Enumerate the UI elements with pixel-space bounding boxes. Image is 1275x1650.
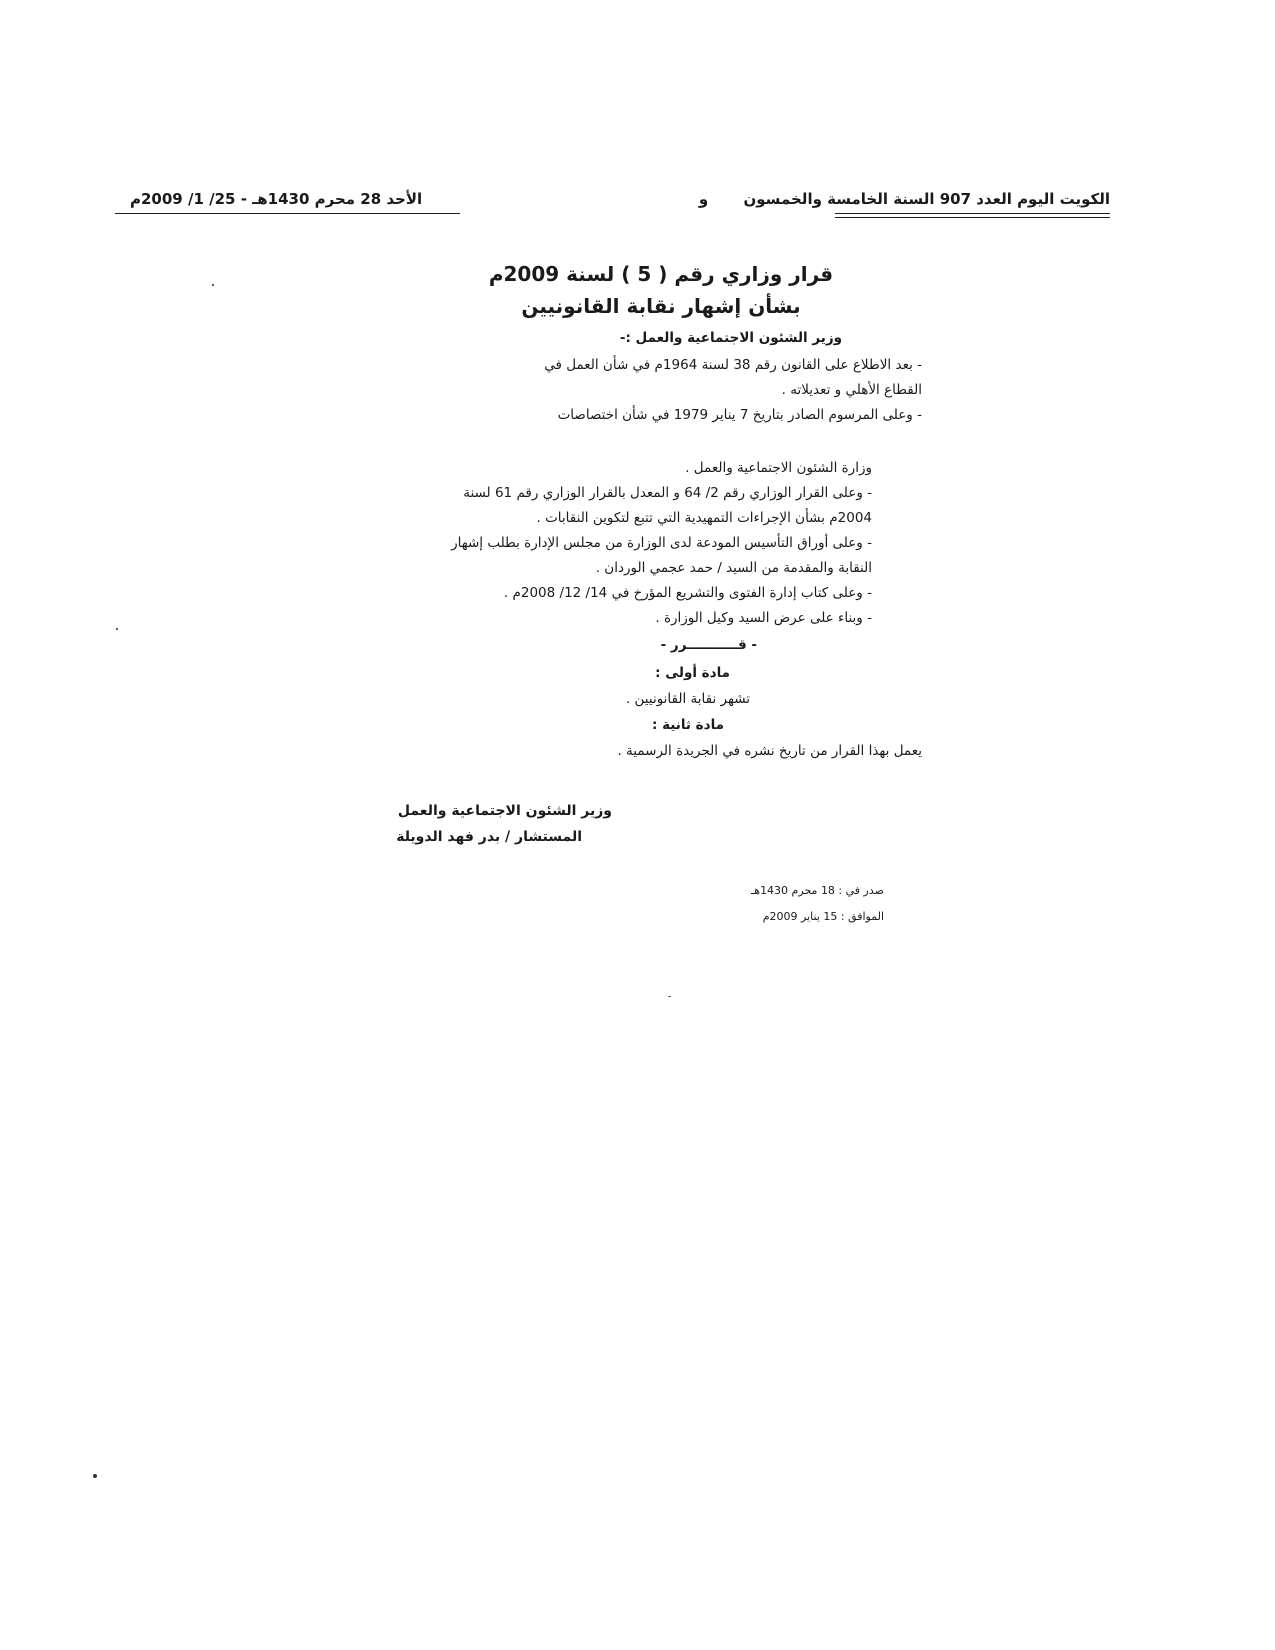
gazette-header-date: الأحد 28 محرم 1430هـ - 25/ 1/ 2009م — [130, 190, 423, 208]
gazette-issue-suffix: و — [698, 190, 709, 208]
article-1-text: تشهر نقابة القانونيين . — [625, 691, 750, 707]
preamble-line-10: - وبناء على عرض السيد وكيل الوزارة . — [655, 610, 872, 626]
decision-subtitle: بشأن إشهار نقابة القانونيين — [521, 294, 801, 318]
gazette-issue-info: الكويت اليوم العدد 907 السنة الخامسة والخمسون — [743, 190, 1110, 208]
preamble-line-2: القطاع الأهلي و تعديلاته . — [781, 382, 922, 398]
signature-title: وزير الشئون الاجتماعية والعمل — [397, 803, 612, 819]
header-rule-right-bottom — [835, 217, 1110, 218]
preamble-line-7: - وعلى أوراق التأسيس المودعة لدى الوزارة من مجلس الإدارة بطلب إشهار — [451, 535, 872, 551]
decides-heading: - قـــــــــــرر - — [660, 637, 757, 653]
scan-speck — [668, 996, 671, 997]
scan-speck — [212, 284, 214, 286]
article-1-title: مادة أولى : — [655, 665, 730, 681]
issue-date-hijri: صدر في : 18 محرم 1430هـ — [751, 884, 884, 897]
preamble-line-6: 2004م بشأن الإجراءات التمهيدية التي تتبع لتكوين النقابات . — [536, 510, 872, 526]
scan-speck — [93, 1474, 97, 1478]
preamble-line-4: وزارة الشئون الاجتماعية والعمل . — [685, 460, 872, 476]
scan-speck — [116, 628, 118, 630]
decision-body — [400, 262, 922, 782]
preamble-line-3: - وعلى المرسوم الصادر بتاريخ 7 يناير 1979 في شأن اختصاصات — [557, 407, 922, 423]
preamble-line-1: - بعد الاطلاع على القانون رقم 38 لسنة 1964م في شأن العمل في — [544, 357, 922, 373]
gazette-header-right — [699, 190, 1110, 208]
header-rule-left — [115, 213, 460, 214]
header-rule-right-top — [835, 213, 1110, 214]
signature-name: المستشار / بدر فهد الدويلة — [396, 829, 582, 845]
decision-title: قرار وزاري رقم ( 5 ) لسنة 2009م — [488, 262, 834, 286]
preamble-line-5: - وعلى القرار الوزاري رقم 2/ 64 و المعدل بالقرار الوزاري رقم 61 لسنة — [463, 485, 872, 501]
article-2-title: مادة ثانية : — [651, 717, 724, 733]
preamble-line-8: النقابة والمقدمة من السيد / حمد عجمي الوردان . — [595, 560, 872, 576]
minister-intro: وزير الشئون الاجتماعية والعمل :- — [619, 330, 842, 346]
article-2-text: يعمل بهذا القرار من تاريخ نشره في الجريدة الرسمية . — [617, 743, 922, 759]
issue-date-gregorian: الموافق : 15 يناير 2009م — [762, 910, 884, 923]
preamble-line-9: - وعلى كتاب إدارة الفتوى والتشريع المؤرخ في 14/ 12/ 2008م . — [503, 585, 872, 601]
